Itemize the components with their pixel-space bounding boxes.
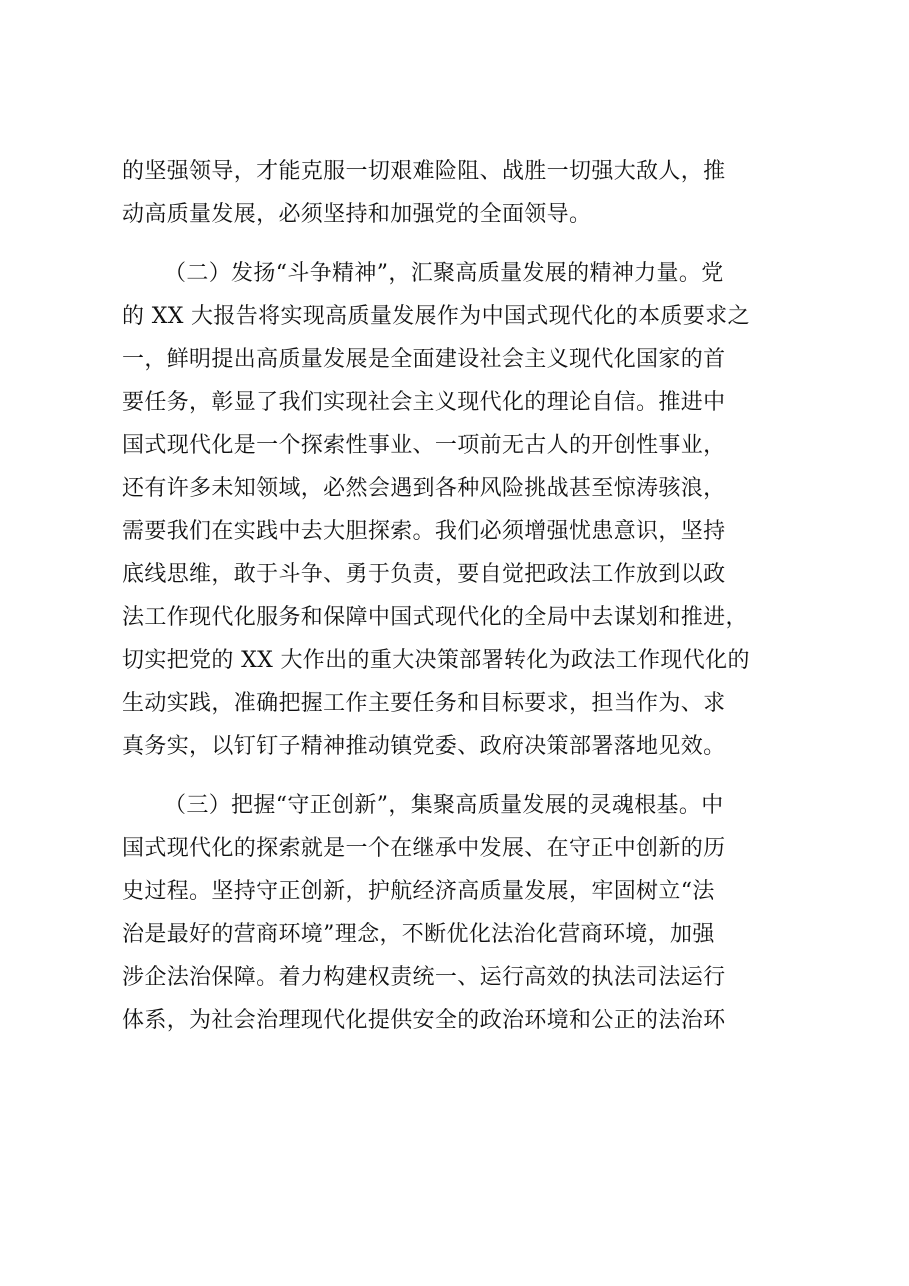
paragraph-spacer <box>122 236 812 252</box>
paragraph-line: 的 XX 大报告将实现高质量发展作为中国式现代化的本质要求之 <box>122 304 750 329</box>
paragraph-2 <box>122 252 812 768</box>
paragraph-spacer <box>122 768 812 784</box>
paragraph-line-first: （三）把握“守正创新”，集聚高质量发展的灵魂根基。中 <box>164 793 724 818</box>
paragraph-line: 国式现代化的探索就是一个在继承中发展、在守正中创新的历 <box>122 836 726 861</box>
paragraph-line: 底线思维，敢于斗争、勇于负责，要自觉把政法工作放到以政 <box>122 562 726 587</box>
paragraph-line: 的坚强领导，才能克服一切艰难险阻、战胜一切强大敌人，推 <box>122 159 726 184</box>
paragraph-line: 一，鲜明提出高质量发展是全面建设社会主义现代化国家的首 <box>122 347 726 372</box>
paragraph-line: 真务实，以钉钉子精神推动镇党委、政府决策部署落地见效。 <box>122 734 726 759</box>
paragraph-line-first: （二）发扬“斗争精神”，汇聚高质量发展的精神力量。党 <box>164 261 724 286</box>
paragraph-line: 生动实践，准确把握工作主要任务和目标要求，担当作为、求 <box>122 691 726 716</box>
paragraph-line: 要任务，彰显了我们实现社会主义现代化的理论自信。推进中 <box>122 390 726 415</box>
paragraph-line: 需要我们在实践中去大胆探索。我们必须增强忧患意识，坚持 <box>122 519 726 544</box>
paragraph-line: 还有许多未知领域，必然会遇到各种风险挑战甚至惊涛骇浪， <box>122 476 726 501</box>
paragraph-line: 涉企法治保障。着力构建权责统一、运行高效的执法司法运行 <box>122 965 726 990</box>
paragraph-3 <box>122 784 812 1042</box>
paragraph-1 <box>122 150 812 236</box>
paragraph-line: 体系，为社会治理现代化提供安全的政治环境和公正的法治环 <box>122 1008 726 1033</box>
paragraph-line: 动高质量发展，必须坚持和加强党的全面领导。 <box>122 202 592 227</box>
document-body <box>122 150 812 1042</box>
paragraph-line: 法工作现代化服务和保障中国式现代化的全局中去谋划和推进， <box>122 605 748 630</box>
paragraph-line: 国式现代化是一个探索性事业、一项前无古人的开创性事业， <box>122 433 726 458</box>
paragraph-line: 治是最好的营商环境”理念，不断优化法治化营商环境，加强 <box>122 922 715 947</box>
paragraph-line: 史过程。坚持守正创新，护航经济高质量发展，牢固树立“法 <box>122 879 715 904</box>
paragraph-line: 切实把党的 XX 大作出的重大决策部署转化为政法工作现代化的 <box>122 648 750 673</box>
